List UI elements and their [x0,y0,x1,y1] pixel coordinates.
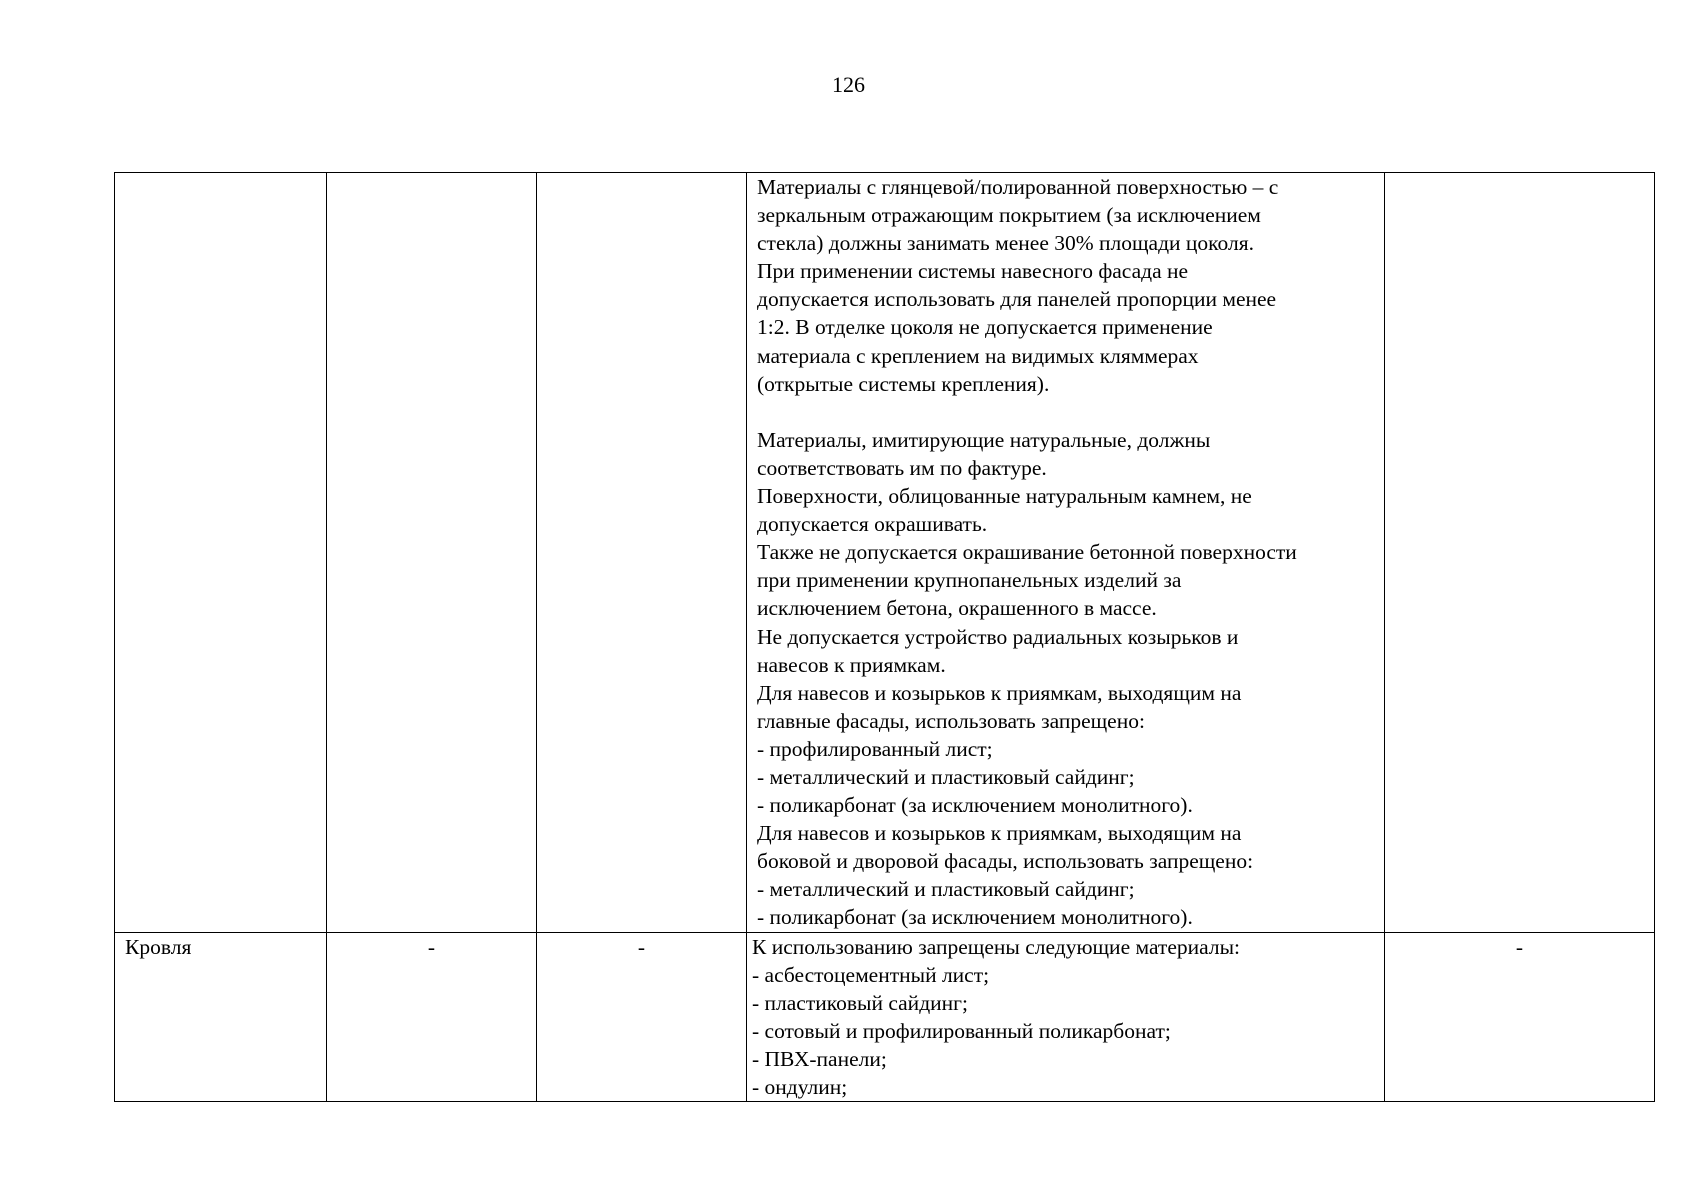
row1-col1-cell [115,173,327,933]
text-line: Материалы с глянцевой/полированной поверхностью – с [757,175,1279,199]
page-number: 126 [832,72,865,97]
text-line: Материалы, имитирующие натуральные, должны [757,427,1211,452]
table-row [115,173,1655,933]
row2-requirements-cell [747,932,1385,1102]
text-line: материала с креплением на видимых кляммерах [757,343,1199,368]
text-line: Также не допускается окрашивание бетонной поверхности [757,540,1297,565]
text-line: - асбестоцементный лист; [752,962,990,987]
text-line: навесов к приямкам. [757,652,946,677]
text-line: допускается окрашивать. [757,512,988,537]
text-line: - ондулин; [752,1075,848,1099]
text-line: - металлический и пластиковый сайдинг; [757,764,1135,789]
text-line: исключением бетона, окрашенного в массе. [757,596,1157,621]
text-line: - профилированный лист; [757,736,993,761]
row2-col2-cell: - [327,932,537,1102]
text-line: - сотовый и профилированный поликарбонат; [752,1018,1171,1043]
text-line: боковой и дворовой фасады, использовать запрещено: [757,849,1254,874]
text-line: Поверхности, облицованные натуральным камнем, не [757,484,1252,509]
row2-col3-cell: - [537,932,747,1102]
text-line: К использованию запрещены следующие материалы: [752,934,1241,959]
requirements-table [114,172,1655,1102]
text-line: - поликарбонат (за исключением монолитного). [757,793,1193,818]
row2-element-cell: Кровля [115,932,327,1102]
row1-col2-cell [327,173,537,933]
text-line: Для навесов и козырьков к приямкам, выходящим на [757,680,1242,705]
text-line: стекла) должны занимать менее 30% площади цоколя. [757,231,1254,256]
text-line: Для навесов и козырьков к приямкам, выходящим на [757,821,1242,846]
row2-col5-cell: - [1385,932,1655,1102]
text-line: главные фасады, использовать запрещено: [757,708,1145,733]
text-line: зеркальным отражающим покрытием (за исключением [757,203,1261,228]
text-line: соответствовать им по фактуре. [757,455,1047,480]
row1-requirements-cell [747,173,1385,933]
table-row [115,932,1655,1102]
text-line: - пластиковый сайдинг; [752,990,968,1015]
row1-col3-cell [537,173,747,933]
text-line: - металлический и пластиковый сайдинг; [757,877,1135,902]
text-line: при применении крупнопанельных изделий за [757,568,1182,593]
text-line: допускается использовать для панелей пропорции менее [757,287,1277,312]
text-line: (открытые системы крепления). [757,371,1050,396]
text-line: 1:2. В отделке цоколя не допускается применение [757,315,1213,340]
text-line: Не допускается устройство радиальных козырьков и [757,624,1239,649]
text-line: - поликарбонат (за исключением монолитного). [757,905,1193,930]
paragraph-gap [757,398,1374,426]
text-line: - ПВХ-панели; [752,1046,887,1071]
row1-col5-cell [1385,173,1655,933]
text-line: При применении системы навесного фасада не [757,259,1189,284]
